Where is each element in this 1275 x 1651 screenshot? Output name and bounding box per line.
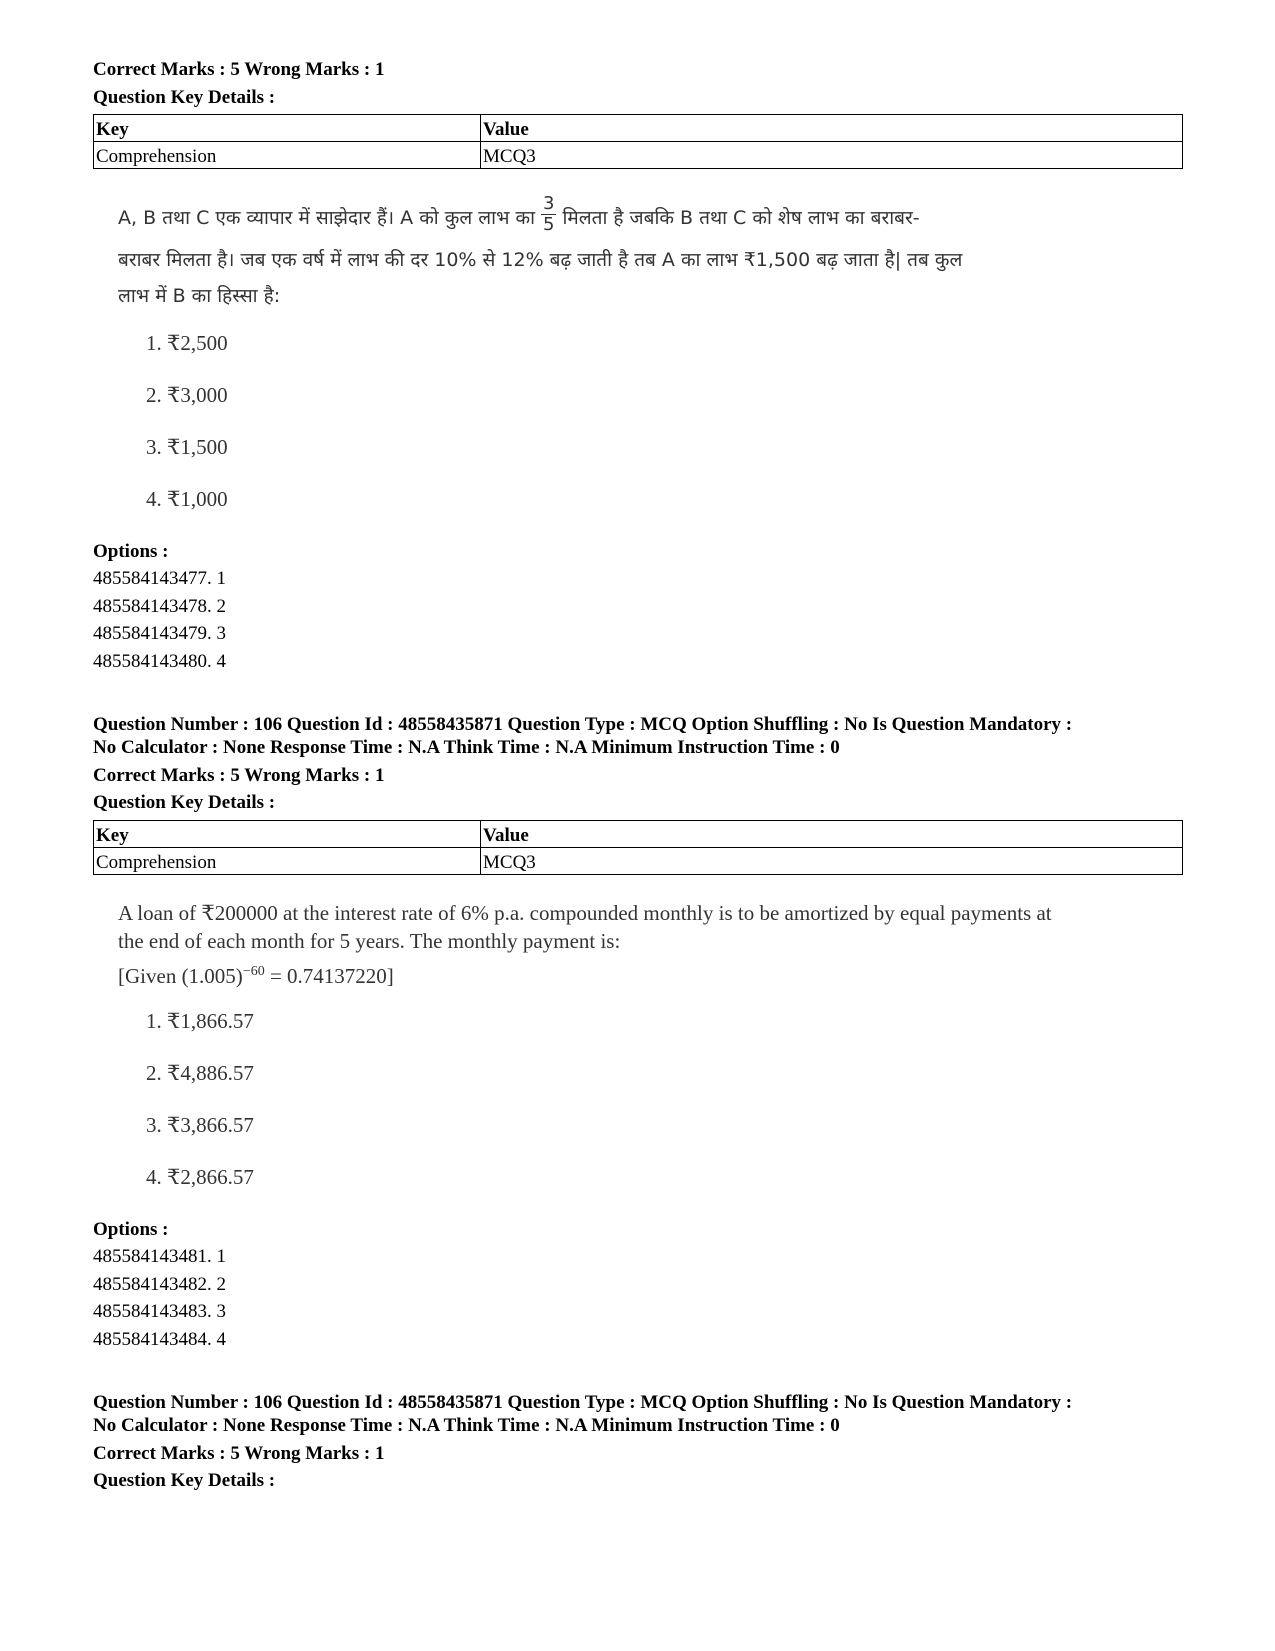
- question-header-line: Question Number : 106 Question Id : 48558435871 Question Type : MCQ Option Shuffling : No Is Question Mandatory :: [93, 1392, 1073, 1413]
- key-details-label: Question Key Details :: [93, 87, 276, 108]
- question-line: the end of each month for 5 years. The monthly payment is:: [118, 929, 621, 953]
- key-details-label: Question Key Details :: [93, 792, 276, 813]
- marks-line: Correct Marks : 5 Wrong Marks : 1: [93, 1443, 385, 1464]
- question-line: A, B तथा C एक व्यापार में साझेदार हैं। A को कुल लाभ का: [118, 207, 535, 229]
- table-cell-key: Comprehension: [94, 848, 481, 875]
- question-line: मिलता है जबकि B तथा C को शेष लाभ का बराबर-: [562, 207, 920, 229]
- choice-item: 2. ₹3,000: [146, 383, 228, 407]
- table-header-value: Value: [481, 115, 1183, 142]
- key-details-label: Question Key Details :: [93, 1470, 276, 1491]
- option-id: 485584143478. 2: [93, 596, 226, 617]
- question-header-line: No Calculator : None Response Time : N.A Think Time : N.A Minimum Instruction Time : 0: [93, 737, 840, 758]
- table-header-row: [94, 115, 1183, 142]
- option-id: 485584143483. 3: [93, 1301, 226, 1322]
- option-id: 485584143477. 1: [93, 568, 226, 589]
- choice-item: 1. ₹2,500: [146, 331, 228, 355]
- marks-line: Correct Marks : 5 Wrong Marks : 1: [93, 765, 385, 786]
- question-line: लाभ में B का हिस्सा है:: [118, 285, 281, 307]
- option-id: 485584143480. 4: [93, 651, 226, 672]
- options-label: Options :: [93, 541, 169, 562]
- choice-item: 4. ₹1,000: [146, 487, 228, 511]
- choice-item: 2. ₹4,886.57: [146, 1061, 254, 1085]
- question-line: बराबर मिलता है। जब एक वर्ष में लाभ की दर 10% से 12% बढ़ जाती है तब A का लाभ ₹1,500 बढ़ जाता है| तब कुल: [118, 249, 963, 271]
- table-row: [94, 142, 1183, 169]
- option-id: 485584143479. 3: [93, 623, 226, 644]
- question-header-line: Question Number : 106 Question Id : 48558435871 Question Type : MCQ Option Shuffling : No Is Question Mandatory :: [93, 714, 1073, 735]
- table-cell-value: MCQ3: [481, 142, 1183, 169]
- table-header-key: Key: [94, 115, 481, 142]
- choice-item: 3. ₹3,866.57: [146, 1113, 254, 1137]
- table-row: [94, 848, 1183, 875]
- choice-item: 3. ₹1,500: [146, 435, 228, 459]
- table-cell-value: MCQ3: [481, 848, 1183, 875]
- choice-item: 4. ₹2,866.57: [146, 1165, 254, 1189]
- options-label: Options :: [93, 1219, 169, 1240]
- option-id: 485584143484. 4: [93, 1329, 226, 1350]
- question-text-hindi: [118, 193, 963, 311]
- given-line: [Given $(1.005)^{-60} = 0.74137220$]: [118, 964, 394, 988]
- fraction: $\frac{3}{5}$: [543, 193, 555, 235]
- choice-item: 1. ₹1,866.57: [146, 1009, 254, 1033]
- table-header-row: [94, 821, 1183, 848]
- key-value-table: [93, 820, 1183, 875]
- key-value-table: [93, 114, 1183, 169]
- marks-line: Correct Marks : 5 Wrong Marks : 1: [93, 59, 385, 80]
- table-cell-key: Comprehension: [94, 142, 481, 169]
- option-id: 485584143482. 2: [93, 1274, 226, 1295]
- table-header-value: Value: [481, 821, 1183, 848]
- question-text: [118, 899, 1052, 993]
- question-header-line: No Calculator : None Response Time : N.A Think Time : N.A Minimum Instruction Time : 0: [93, 1415, 840, 1436]
- question-line: A loan of ₹200000 at the interest rate of 6% p.a. compounded monthly is to be amortized by equal payments at: [118, 901, 1052, 925]
- option-id: 485584143481. 1: [93, 1246, 226, 1267]
- table-header-key: Key: [94, 821, 481, 848]
